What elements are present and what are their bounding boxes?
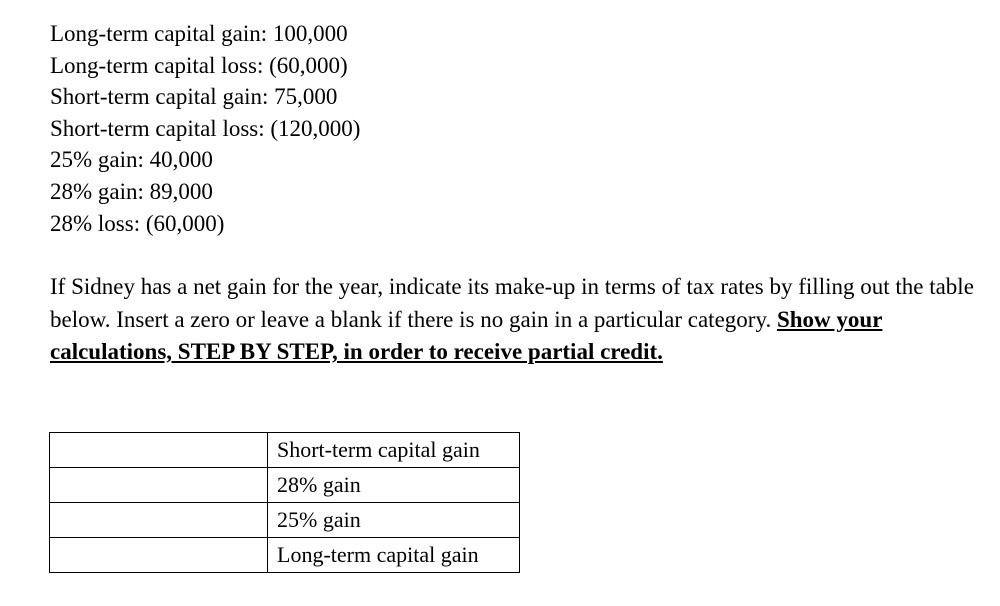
answer-cell-long-term[interactable]	[50, 538, 268, 573]
answer-cell-25-percent[interactable]	[50, 503, 268, 538]
table-row	[50, 433, 520, 468]
answer-cell-short-term[interactable]	[50, 433, 268, 468]
line-28-percent-gain: 28% gain: 89,000	[50, 178, 213, 204]
instructions-text: If Sidney has a net gain for the year, indicate its make-up in terms of tax rates by filling out the table below. Insert a zero or leave a blank if there is no gain in a particular category.	[50, 274, 974, 332]
row-label-28-percent: 28% gain	[268, 468, 520, 503]
given-figures-list	[50, 18, 360, 239]
line-short-term-gain: Short-term capital gain: 75,000	[50, 84, 338, 110]
instructions-emphasis: Show your calculations, STEP BY STEP, in order to receive partial credit	[50, 306, 883, 364]
instructions-paragraph	[50, 271, 985, 369]
answer-table	[49, 432, 520, 573]
line-long-term-gain: Long-term capital gain: 100,000	[50, 21, 348, 46]
table-row	[50, 468, 520, 503]
table-row	[50, 538, 520, 573]
line-long-term-loss: Long-term capital loss: (60,000)	[50, 52, 348, 78]
line-25-percent-gain: 25% gain: 40,000	[50, 147, 213, 173]
line-28-percent-loss: 28% loss: (60,000)	[50, 210, 225, 236]
instructions-trailing: .	[657, 339, 663, 364]
line-short-term-loss: Short-term capital loss: (120,000)	[50, 115, 361, 141]
row-label-short-term: Short-term capital gain	[268, 433, 520, 468]
row-label-long-term: Long-term capital gain	[268, 538, 520, 573]
table-row	[50, 503, 520, 538]
answer-cell-28-percent[interactable]	[50, 468, 268, 503]
row-label-25-percent: 25% gain	[268, 503, 520, 538]
